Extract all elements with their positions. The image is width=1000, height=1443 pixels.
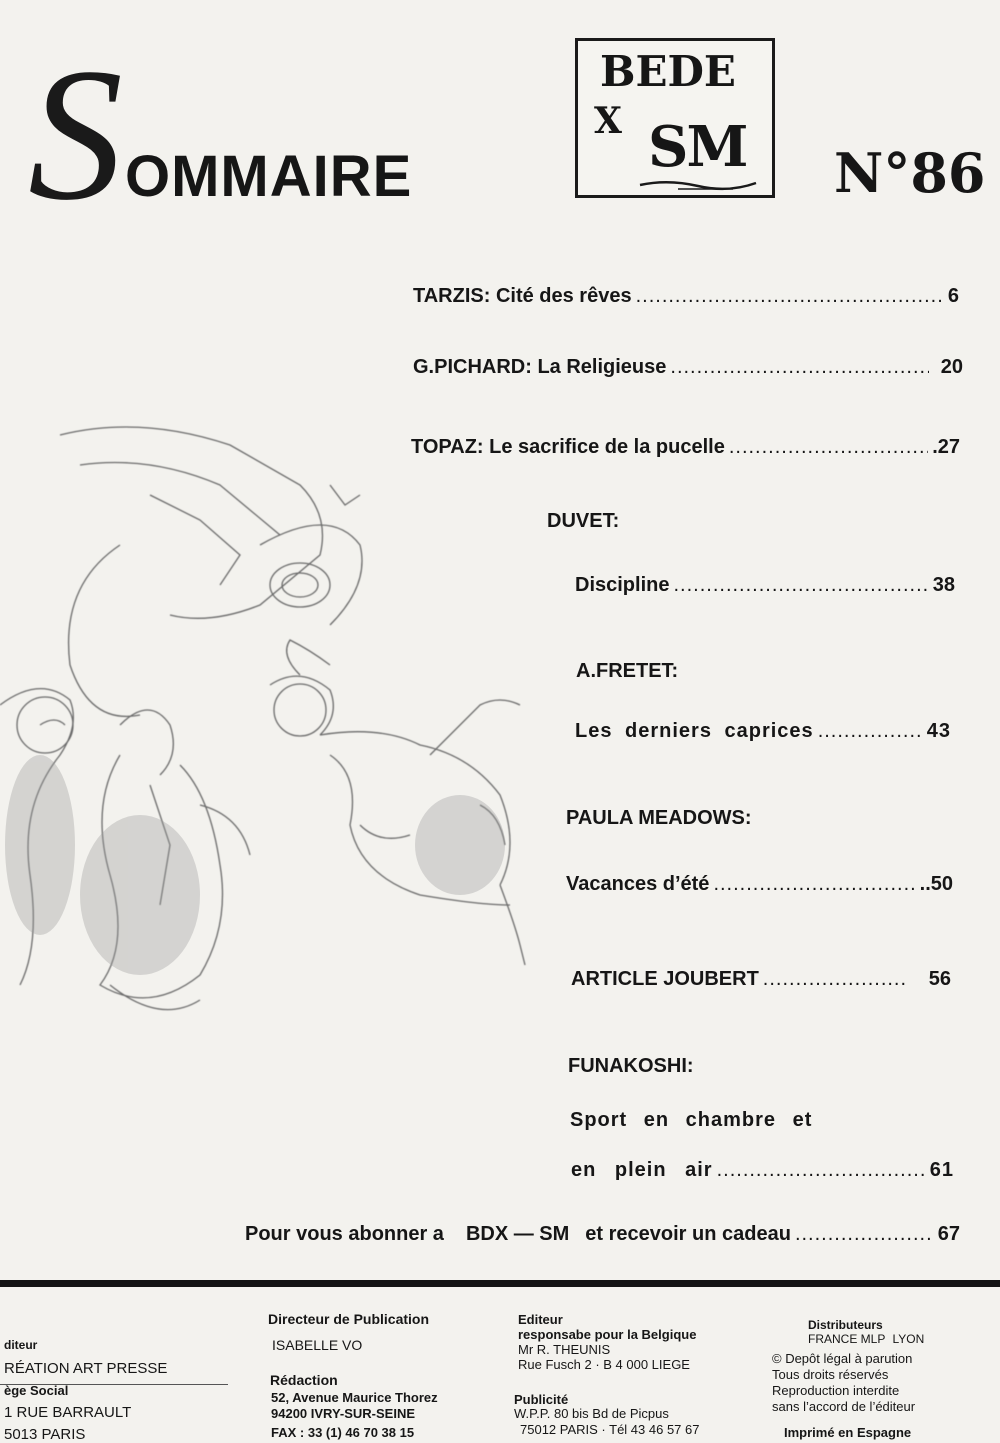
toc-entry-pichard xyxy=(413,355,963,379)
footer-text: ISABELLE VO xyxy=(272,1337,363,1353)
toc-entry-label-end: et recevoir un cadeau xyxy=(585,1223,791,1245)
toc-author-duvet: DUVET: xyxy=(547,510,620,532)
toc-entry-label: ARTICLE JOUBERT xyxy=(571,968,759,990)
sketch-illustration xyxy=(0,425,560,1055)
toc-leader-dots xyxy=(713,872,915,896)
footer-text: 5013 PARIS xyxy=(4,1426,86,1443)
footer-text: © Depôt légal à parution xyxy=(772,1351,913,1366)
footer-label: diteur xyxy=(4,1338,38,1352)
toc-entry-label: TARZIS: Cité des rêves xyxy=(413,285,632,307)
toc-entry-sport-line1: Sport en chambre et xyxy=(570,1109,813,1131)
logo-x: X xyxy=(594,100,622,142)
toc-entry-joubert xyxy=(571,967,951,991)
footer-text: Mr R. THEUNIS xyxy=(518,1342,611,1357)
footer-distributor: FRANCE MLP xyxy=(808,1332,886,1346)
title-initial: S xyxy=(28,30,123,240)
footer-text: Reproduction interdite xyxy=(772,1383,900,1398)
footer-text: 1 RUE BARRAULT xyxy=(4,1404,132,1421)
toc-entry-label: en plein air xyxy=(571,1159,713,1181)
toc-author-fretet: A.FRETET: xyxy=(576,660,679,682)
toc-leader-dots xyxy=(729,435,928,459)
toc-entry-brand: BDX — SM xyxy=(465,1223,570,1245)
footer-text: 75012 PARIS · Tél 43 46 57 67 xyxy=(520,1422,700,1437)
toc-entry-label: Pour vous abonner a xyxy=(245,1223,444,1245)
page-title: OMMAIRE xyxy=(125,144,413,209)
footer-heading: Distributeurs xyxy=(808,1318,883,1332)
footer-text: Tous droits réservés xyxy=(772,1367,889,1382)
footer-text: sans l’accord de l’éditeur xyxy=(772,1399,916,1414)
logo-bede: BEDE xyxy=(600,47,736,96)
footer-text: FAX : 33 (1) 46 70 38 15 xyxy=(271,1425,415,1440)
footer-text: Rue Fusch 2 · B 4 000 LIEGE xyxy=(518,1357,690,1372)
toc-entry-page: 38 xyxy=(932,574,955,596)
footer-text xyxy=(808,1331,924,1348)
footer-label: ège Social xyxy=(4,1383,69,1398)
toc-entry-sport-line2 xyxy=(571,1158,954,1182)
toc-leader-dots xyxy=(717,1158,926,1182)
toc-entry-vacances xyxy=(566,872,953,896)
logo-swash xyxy=(638,177,758,193)
toc-entry-discipline xyxy=(575,573,955,597)
toc-leader-dots xyxy=(673,573,928,597)
toc-entry-label: Vacances d’été xyxy=(566,873,710,895)
footer-heading: responsabe pour la Belgique xyxy=(518,1327,697,1342)
footer-text: RÉATION ART PRESSE xyxy=(4,1360,168,1377)
footer-text: 52, Avenue Maurice Thorez xyxy=(271,1390,438,1405)
logo-sm: SM xyxy=(648,114,747,180)
toc-leader-dots xyxy=(763,967,907,991)
footer-text: Imprimé en Espagne xyxy=(784,1425,912,1440)
footer-heading: Editeur xyxy=(518,1312,563,1327)
toc-entry-page: 43 xyxy=(926,720,951,742)
toc-entry-topaz xyxy=(411,435,960,459)
toc-leader-dots xyxy=(670,355,928,379)
toc-entry-page: 56 xyxy=(928,968,951,990)
toc-entry-page: 67 xyxy=(937,1223,960,1245)
toc-entry-page: 61 xyxy=(929,1159,954,1181)
footer-text: 94200 IVRY-SUR-SEINE xyxy=(271,1406,416,1421)
toc-leader-dots xyxy=(795,1222,934,1246)
toc-entry-page: ..50 xyxy=(919,873,953,895)
toc-entry-page: .27 xyxy=(932,436,960,458)
footer-divider xyxy=(0,1280,1000,1287)
footer-city: LYON xyxy=(892,1332,925,1346)
toc-entry-abonnement xyxy=(245,1222,960,1246)
footer-heading: Directeur de Publication xyxy=(268,1311,430,1327)
toc-entry-page: 6 xyxy=(947,285,959,307)
toc-author-funakoshi: FUNAKOSHI: xyxy=(568,1055,694,1077)
footer-heading: Publicité xyxy=(514,1392,569,1407)
toc-entry-label: G.PICHARD: La Religieuse xyxy=(413,356,667,378)
footer-text: W.P.P. 80 bis Bd de Picpus xyxy=(514,1406,669,1421)
toc-leader-dots xyxy=(636,284,944,308)
toc-entry-page: 20 xyxy=(940,356,963,378)
toc-leader-dots xyxy=(818,719,923,743)
footer-heading: Rédaction xyxy=(270,1372,338,1388)
magazine-logo xyxy=(575,38,775,198)
toc-entry-label: TOPAZ: Le sacrifice de la pucelle xyxy=(411,436,725,458)
toc-author-meadows: PAULA MEADOWS: xyxy=(566,807,752,829)
toc-entry-label: Les derniers caprices xyxy=(575,720,814,742)
issue-number: N°86 xyxy=(834,141,986,205)
toc-entry-caprices xyxy=(575,719,951,743)
toc-entry-label: Discipline xyxy=(575,574,670,596)
toc-entry-tarzis xyxy=(413,284,959,308)
